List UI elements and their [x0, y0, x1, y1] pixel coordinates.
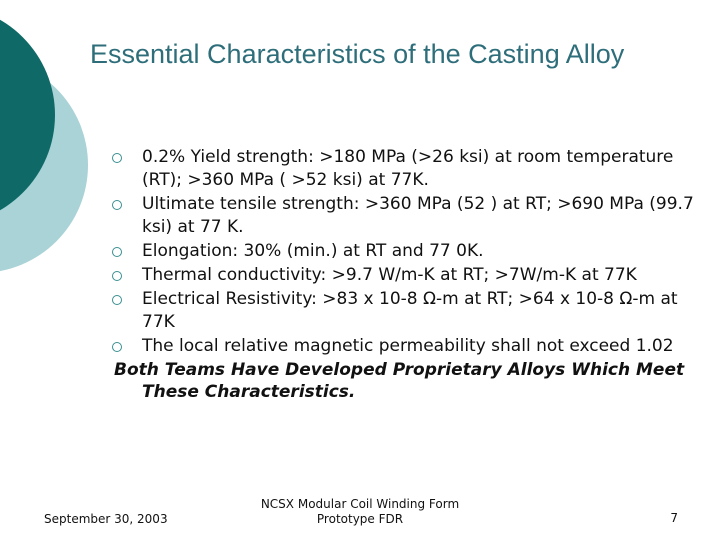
bullet-item [112, 288, 712, 334]
bullet-circle-icon [112, 295, 122, 305]
decorative-circles-graphic [0, 0, 90, 300]
bullet-text: Electrical Resistivity: >83 x 10-8 Ω-m at RT; >64 x 10-8 Ω-m at 77K [142, 289, 678, 332]
slide-title: Essential Characteristics of the Casting Alloy [90, 39, 625, 69]
footer-center-line2: Prototype FDR [316, 512, 404, 526]
bullet-circle-icon [112, 271, 122, 281]
bullet-circle-icon [112, 247, 122, 257]
footer-center [240, 497, 480, 527]
bullet-text: Ultimate tensile strength: >360 MPa (52 ) at RT; >690 MPa (99.7 ksi) at 77 K. [142, 194, 694, 237]
footer-date: September 30, 2003 [44, 512, 168, 526]
bullet-text: Elongation: 30% (min.) at RT and 77 0K. [142, 241, 484, 261]
bullet-item [112, 193, 712, 239]
bullet-list [112, 146, 712, 403]
footer-center-line1: NCSX Modular Coil Winding Form [260, 497, 460, 511]
page-number: 7 [670, 511, 678, 525]
bullet-item [112, 146, 712, 192]
bullet-circle-icon [112, 153, 122, 163]
bullet-circle-icon [112, 200, 122, 210]
bullet-text: Thermal conductivity: >9.7 W/m-K at RT; >7W/m-K at 77K [142, 265, 637, 285]
bullet-text: 0.2% Yield strength: >180 MPa (>26 ksi) at room temperature (RT); >360 MPa ( >52 ksi) at 77K. [142, 147, 674, 190]
bullet-item [112, 335, 712, 358]
bullet-text: The local relative magnetic permeability shall not exceed 1.02 [142, 336, 674, 356]
bullet-item [112, 240, 712, 263]
decorative-circles [0, 0, 90, 300]
bullet-circle-icon [112, 342, 122, 352]
summary-statement: Both Teams Have Developed Proprietary Alloys Which Meet These Characteristics. [114, 360, 685, 402]
bullet-item [112, 264, 712, 287]
